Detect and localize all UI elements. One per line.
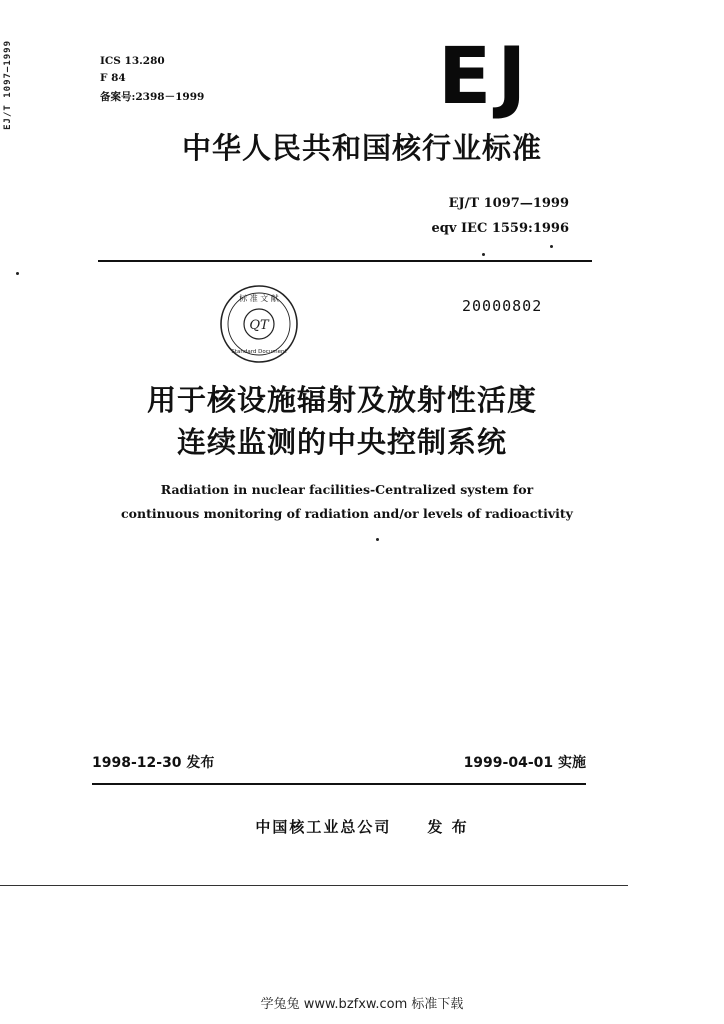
issue-date: 1998-12-30 发布 bbox=[92, 755, 215, 771]
industry-standard-heading: 中华人民共和国核行业标准 bbox=[181, 131, 542, 165]
scan-speck bbox=[376, 538, 379, 541]
publish-verb: 发 布 bbox=[427, 818, 469, 836]
stamp-center-text: QT bbox=[249, 318, 269, 333]
spine-standard-number: EJ/T 1097—1999 bbox=[3, 40, 13, 130]
ics-code: ICS 13.280 bbox=[100, 55, 165, 67]
stamp-bottom-text: Standard Document bbox=[231, 349, 287, 355]
title-en-line1: Radiation in nuclear facilities-Centralized system for bbox=[160, 482, 534, 497]
bottom-divider bbox=[92, 783, 586, 785]
scan-speck bbox=[550, 245, 553, 248]
publisher-name: 中国核工业总公司 bbox=[255, 818, 392, 836]
publisher-line bbox=[0, 816, 724, 837]
title-cn-line2: 连续监测的中央控制系统 bbox=[176, 425, 507, 459]
equivalent-standard: eqv IEC 1559:1996 bbox=[431, 221, 569, 236]
scan-speck bbox=[16, 272, 19, 275]
title-cn-line1: 用于核设施辐射及放射性活度 bbox=[146, 383, 537, 417]
top-divider bbox=[98, 260, 592, 262]
title-en-line2: continuous monitoring of radiation and/or levels of radioactivity bbox=[121, 506, 573, 521]
document-number: 20000802 bbox=[462, 297, 543, 315]
stamp-top-text: 标 准 文 献 bbox=[239, 294, 279, 303]
library-stamp bbox=[218, 283, 300, 365]
filing-number: 备案号:2398－1999 bbox=[100, 91, 205, 103]
standard-number: EJ/T 1097—1999 bbox=[448, 196, 569, 211]
footer-divider bbox=[0, 885, 628, 886]
watermark-footer: 学兔兔 www.bzfxw.com 标准下载 bbox=[260, 997, 464, 1012]
scan-speck bbox=[482, 253, 485, 256]
classification-code: F 84 bbox=[100, 72, 126, 84]
implementation-date: 1999-04-01 实施 bbox=[463, 755, 586, 771]
ej-logo: EJ bbox=[438, 32, 533, 122]
